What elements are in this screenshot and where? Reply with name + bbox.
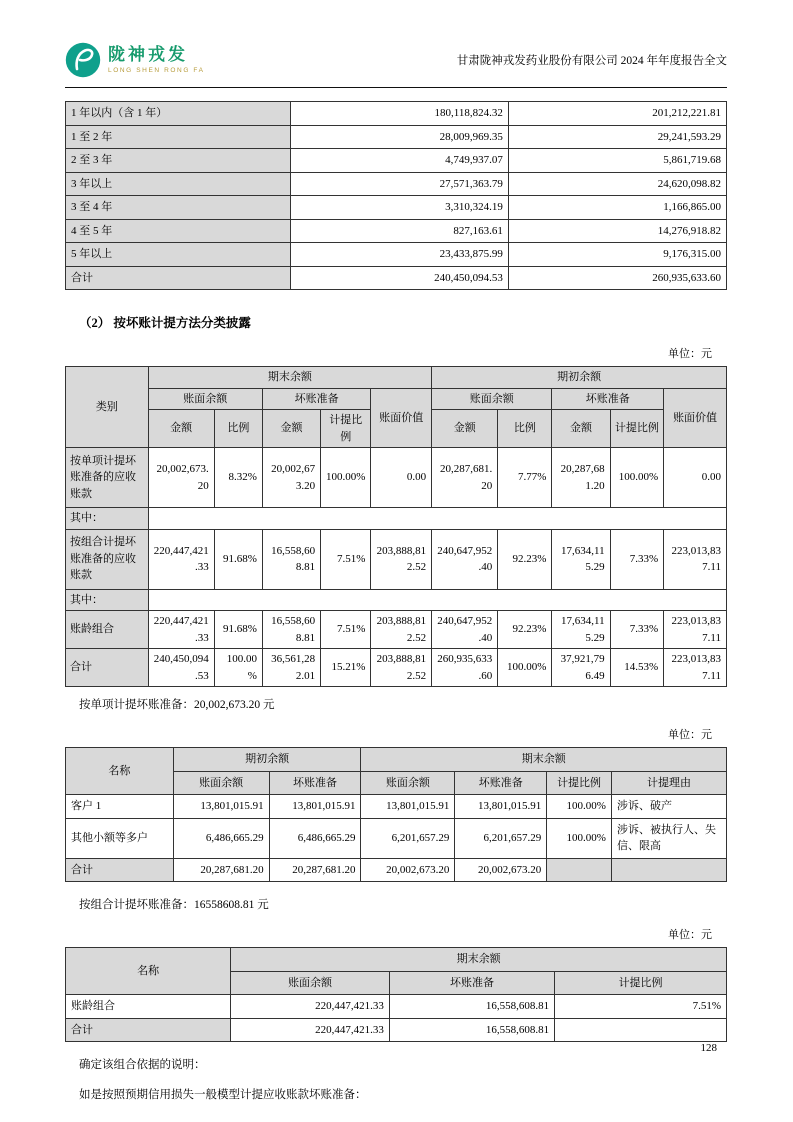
col-group-ending-balance: 期末余额 xyxy=(148,367,432,389)
cell-value: 20,002,673.20 xyxy=(361,858,455,882)
cell-value: 92.23% xyxy=(498,611,552,649)
aging-label: 4 至 5 年 xyxy=(66,219,291,243)
cell-value: 203,888,812.52 xyxy=(371,529,432,589)
cell-value: 223,013,837.11 xyxy=(664,611,727,649)
header-row xyxy=(66,748,727,772)
aging-begin-balance: 9,176,315.00 xyxy=(508,243,726,267)
cell-value: 16,558,608.81 xyxy=(262,529,320,589)
cell-value: 100.00% xyxy=(498,649,552,687)
cell-value: 7.33% xyxy=(610,529,664,589)
col-group-beginning-balance: 期初余额 xyxy=(432,367,727,389)
cell-value: 7.33% xyxy=(610,611,664,649)
cell-value: 0.00 xyxy=(664,448,727,508)
aging-end-balance: 23,433,875.99 xyxy=(290,243,508,267)
aging-label: 1 至 2 年 xyxy=(66,125,291,149)
row-label: 账龄组合 xyxy=(66,611,149,649)
col-header-amount: 金额 xyxy=(148,410,214,448)
cell-value: 6,201,657.29 xyxy=(455,818,547,858)
cell-value: 20,287,681.20 xyxy=(552,448,610,508)
col-header-provision-ratio: 计提比例 xyxy=(555,971,727,995)
col-header-amount: 金额 xyxy=(262,410,320,448)
col-group-book-balance: 账面余额 xyxy=(148,388,262,410)
cell-value: 223,013,837.11 xyxy=(664,529,727,589)
aging-label: 1 年以内（含 1 年） xyxy=(66,102,291,126)
col-header-category: 类别 xyxy=(66,367,149,448)
aging-label: 5 年以上 xyxy=(66,243,291,267)
page-header xyxy=(65,42,727,88)
cell-value: 20,287,681.20 xyxy=(432,448,498,508)
row-label: 其中： xyxy=(66,508,149,530)
col-header-name: 名称 xyxy=(66,748,174,795)
cell-value: 91.68% xyxy=(214,529,262,589)
table-row xyxy=(66,125,727,149)
table-row xyxy=(66,243,727,267)
table-row xyxy=(66,611,727,649)
col-header-provision-ratio: 计提比例 xyxy=(547,771,612,795)
table-row xyxy=(66,818,727,858)
col-header-bad-debt-provision: 坏账准备 xyxy=(269,771,361,795)
logo-text-block xyxy=(108,46,205,74)
cell-value xyxy=(555,1018,727,1042)
single-provision-note: 按单项计提坏账准备：20,002,673.20 元 xyxy=(79,699,275,711)
aging-label: 3 年以上 xyxy=(66,172,291,196)
cell-value: 100.00% xyxy=(214,649,262,687)
row-label: 账龄组合 xyxy=(66,995,231,1019)
col-header-provision-ratio: 计提比例 xyxy=(610,410,664,448)
cell-value: 100.00% xyxy=(610,448,664,508)
col-header-book-balance: 账面余额 xyxy=(173,771,269,795)
cell-value: 7.51% xyxy=(555,995,727,1019)
table-row-total xyxy=(66,649,727,687)
aging-begin-balance: 29,241,593.29 xyxy=(508,125,726,149)
aging-total-label: 合计 xyxy=(66,266,291,290)
cell-value: 8.32% xyxy=(214,448,262,508)
col-header-carrying-value: 账面价值 xyxy=(664,388,727,448)
cell-value: 203,888,812.52 xyxy=(371,649,432,687)
cell-value: 20,287,681.20 xyxy=(173,858,269,882)
row-label: 客户 1 xyxy=(66,795,174,819)
portfolio-basis-note: 确定该组合依据的说明： xyxy=(79,1059,206,1071)
col-header-bad-debt-provision: 坏账准备 xyxy=(455,771,547,795)
logo-company-name: 陇神戎发 xyxy=(108,45,188,65)
aging-end-balance: 240,450,094.53 xyxy=(290,266,508,290)
cell-value: 14.53% xyxy=(610,649,664,687)
table-row xyxy=(66,589,727,611)
page-number: 128 xyxy=(700,1042,717,1054)
table-row xyxy=(66,219,727,243)
table-row xyxy=(66,995,727,1019)
aging-end-balance: 27,571,363.79 xyxy=(290,172,508,196)
section-heading: （2） 按坏账计提方法分类披露 xyxy=(79,316,251,330)
cell-value: 6,201,657.29 xyxy=(361,818,455,858)
single-item-provision-table xyxy=(65,747,727,882)
aging-label: 3 至 4 年 xyxy=(66,196,291,220)
cell-value: 100.00% xyxy=(321,448,371,508)
col-header-book-balance: 账面余额 xyxy=(231,971,390,995)
cell-value: 20,287,681.20 xyxy=(269,858,361,882)
cell-value: 240,647,952.40 xyxy=(432,611,498,649)
header-row xyxy=(66,367,727,389)
cell-value: 100.00% xyxy=(547,818,612,858)
company-logo xyxy=(65,42,205,78)
portfolio-provision-table xyxy=(65,947,727,1042)
unit-label: 单位：元 xyxy=(668,348,712,360)
cell-value: 13,801,015.91 xyxy=(269,795,361,819)
aging-end-balance: 827,163.61 xyxy=(290,219,508,243)
aging-end-balance: 180,118,824.32 xyxy=(290,102,508,126)
table-row xyxy=(66,529,727,589)
cell-value: 92.23% xyxy=(498,529,552,589)
col-header-book-balance: 账面余额 xyxy=(361,771,455,795)
row-label: 其中： xyxy=(66,589,149,611)
aging-begin-balance: 260,935,633.60 xyxy=(508,266,726,290)
row-label: 按单项计提坏账准备的应收账款 xyxy=(66,448,149,508)
aging-breakdown-table xyxy=(65,101,727,290)
col-group-ending-balance: 期末余额 xyxy=(361,748,727,772)
col-header-carrying-value: 账面价值 xyxy=(371,388,432,448)
cell-value: 220,447,421.33 xyxy=(148,611,214,649)
col-header-provision-reason: 计提理由 xyxy=(611,771,726,795)
cell-reason: 涉诉、被执行人、失信、限高 xyxy=(611,818,726,858)
cell-value: 36,561,282.01 xyxy=(262,649,320,687)
document-title: 甘肃陇神戎发药业股份有限公司 2024 年年度报告全文 xyxy=(456,55,727,67)
cell-value: 20,002,673.20 xyxy=(262,448,320,508)
empty-cell xyxy=(547,858,612,882)
col-group-beginning-balance: 期初余额 xyxy=(173,748,361,772)
cell-value: 16,558,608.81 xyxy=(389,995,554,1019)
cell-value: 20,002,673.20 xyxy=(148,448,214,508)
header-row xyxy=(66,388,727,410)
cell-value: 220,447,421.33 xyxy=(148,529,214,589)
aging-label: 2 至 3 年 xyxy=(66,149,291,173)
cell-value: 6,486,665.29 xyxy=(269,818,361,858)
row-total-label: 合计 xyxy=(66,649,149,687)
cell-value: 220,447,421.33 xyxy=(231,995,390,1019)
table-row xyxy=(66,448,727,508)
row-label: 其他小额等多户 xyxy=(66,818,174,858)
cell-value: 240,450,094.53 xyxy=(148,649,214,687)
cell-value: 7.51% xyxy=(321,611,371,649)
aging-begin-balance: 1,166,865.00 xyxy=(508,196,726,220)
cell-value: 13,801,015.91 xyxy=(361,795,455,819)
unit-label: 单位：元 xyxy=(668,729,712,741)
aging-end-balance: 3,310,324.19 xyxy=(290,196,508,220)
cell-value: 17,634,115.29 xyxy=(552,611,610,649)
col-group-ending-balance: 期末余额 xyxy=(231,948,727,972)
col-header-name: 名称 xyxy=(66,948,231,995)
aging-end-balance: 28,009,969.35 xyxy=(290,125,508,149)
cell-value: 240,647,952.40 xyxy=(432,529,498,589)
aging-begin-balance: 201,212,221.81 xyxy=(508,102,726,126)
row-total-label: 合计 xyxy=(66,1018,231,1042)
table-row xyxy=(66,196,727,220)
logo-company-subtitle: LONG SHEN RONG FA xyxy=(108,66,205,74)
cell-value: 16,558,608.81 xyxy=(262,611,320,649)
cell-value: 203,888,812.52 xyxy=(371,611,432,649)
cell-value: 15.21% xyxy=(321,649,371,687)
cell-value: 260,935,633.60 xyxy=(432,649,498,687)
col-header-ratio: 比例 xyxy=(498,410,552,448)
aging-begin-balance: 5,861,719.68 xyxy=(508,149,726,173)
table-row xyxy=(66,102,727,126)
cell-value: 20,002,673.20 xyxy=(455,858,547,882)
table-row xyxy=(66,508,727,530)
table-row-total xyxy=(66,266,727,290)
col-header-bad-debt-provision: 坏账准备 xyxy=(389,971,554,995)
cell-value: 0.00 xyxy=(371,448,432,508)
combo-provision-note: 按组合计提坏账准备：16558608.81 元 xyxy=(79,899,269,911)
cell-value: 13,801,015.91 xyxy=(173,795,269,819)
cell-value: 100.00% xyxy=(547,795,612,819)
table-row-total xyxy=(66,858,727,882)
cell-value: 37,921,796.49 xyxy=(552,649,610,687)
col-header-provision-ratio: 计提比例 xyxy=(321,410,371,448)
col-header-amount: 金额 xyxy=(432,410,498,448)
aging-begin-balance: 24,620,098.82 xyxy=(508,172,726,196)
cell-value: 17,634,115.29 xyxy=(552,529,610,589)
unit-label: 单位：元 xyxy=(668,929,712,941)
cell-value: 223,013,837.11 xyxy=(664,649,727,687)
col-header-ratio: 比例 xyxy=(214,410,262,448)
col-group-book-balance: 账面余额 xyxy=(432,388,552,410)
cell-value: 220,447,421.33 xyxy=(231,1018,390,1042)
col-group-bad-debt-provision: 坏账准备 xyxy=(552,388,664,410)
aging-begin-balance: 14,276,918.82 xyxy=(508,219,726,243)
table-row-total xyxy=(66,1018,727,1042)
empty-cell xyxy=(611,858,726,882)
table-row xyxy=(66,149,727,173)
bad-debt-method-table xyxy=(65,366,727,687)
table-row xyxy=(66,172,727,196)
cell-value: 6,486,665.29 xyxy=(173,818,269,858)
cell-value: 7.51% xyxy=(321,529,371,589)
table-row xyxy=(66,795,727,819)
row-total-label: 合计 xyxy=(66,858,174,882)
cell-reason: 涉诉、破产 xyxy=(611,795,726,819)
company-logo-icon xyxy=(65,42,101,78)
empty-cell xyxy=(148,508,726,530)
col-group-bad-debt-provision: 坏账准备 xyxy=(262,388,370,410)
cell-value: 13,801,015.91 xyxy=(455,795,547,819)
cell-value: 7.77% xyxy=(498,448,552,508)
header-row xyxy=(66,948,727,972)
cell-value: 16,558,608.81 xyxy=(389,1018,554,1042)
expected-credit-loss-note: 如是按照预期信用损失一般模型计提应收账款坏账准备： xyxy=(79,1089,367,1101)
col-header-amount: 金额 xyxy=(552,410,610,448)
aging-end-balance: 4,749,937.07 xyxy=(290,149,508,173)
cell-value: 91.68% xyxy=(214,611,262,649)
row-label: 按组合计提坏账准备的应收账款 xyxy=(66,529,149,589)
empty-cell xyxy=(148,589,726,611)
